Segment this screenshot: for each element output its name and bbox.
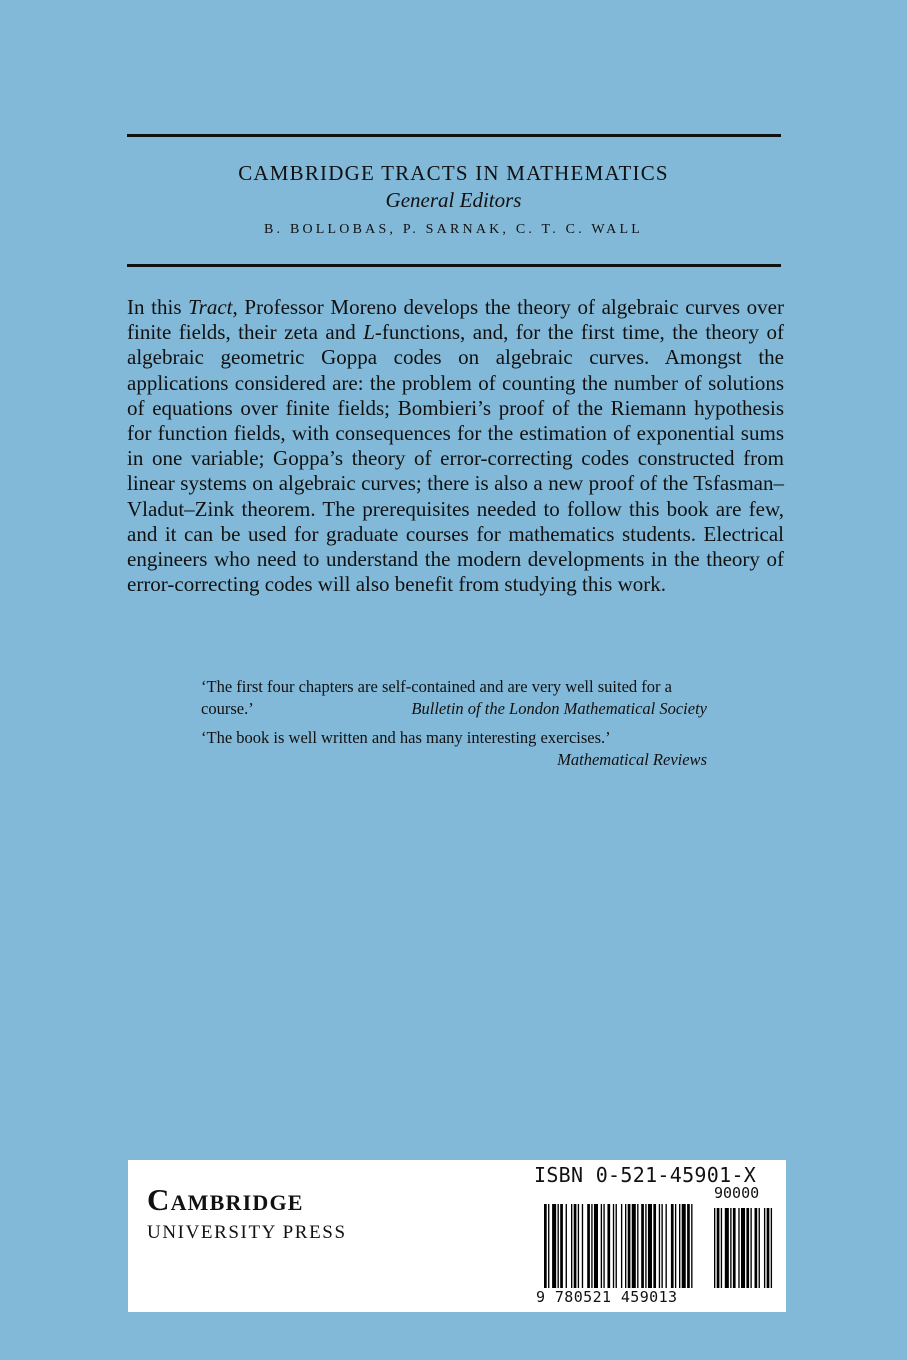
barcode-bar	[566, 1204, 567, 1288]
barcode-bar	[591, 1204, 592, 1288]
barcode-addon-bar	[741, 1208, 745, 1288]
barcode-bar	[548, 1204, 549, 1288]
barcode-bar	[601, 1204, 602, 1288]
barcode-bar	[691, 1204, 692, 1288]
series-subtitle: General Editors	[385, 188, 522, 212]
publisher-box	[128, 1160, 786, 1312]
barcode-addon-bar	[714, 1208, 715, 1288]
barcode-bar	[671, 1204, 674, 1288]
barcode-bar	[645, 1204, 646, 1288]
barcode-bar	[544, 1204, 547, 1288]
barcode-bar	[637, 1204, 638, 1288]
review-source: Mathematical Reviews	[557, 750, 707, 769]
barcode-bar	[641, 1204, 644, 1288]
book-description	[127, 295, 784, 597]
blurb-text-2: , Professor Moreno develops the theory of algebraic curves over finite fields, their zeta and	[127, 295, 784, 345]
barcode-bar	[574, 1204, 577, 1288]
series-title: CAMBRIDGE TRACTS IN MATHEMATICS	[238, 161, 669, 185]
barcode-bar	[625, 1204, 626, 1288]
publisher-subname: UNIVERSITY PRESS	[147, 1222, 347, 1243]
barcode-bar	[582, 1204, 583, 1288]
barcode-addon-bar	[759, 1208, 760, 1288]
blurb-text-1: In this	[127, 295, 189, 319]
barcode-graphic	[544, 1204, 782, 1290]
barcode-bar	[666, 1204, 667, 1288]
barcode-bar	[621, 1204, 622, 1288]
barcode-bar	[594, 1204, 598, 1288]
blurb-tract-word: Tract	[188, 295, 233, 319]
barcode-bar	[613, 1204, 614, 1288]
series-editors: B. BOLLOBAS, P. SARNAK, C. T. C. WALL	[264, 222, 643, 237]
barcode-bar	[653, 1204, 656, 1288]
barcode-bar	[659, 1204, 660, 1288]
top-rule	[127, 134, 781, 137]
barcode-bar	[558, 1204, 559, 1288]
barcode-bar	[560, 1204, 563, 1288]
barcode-addon-bar	[721, 1208, 722, 1288]
barcode-bar	[679, 1204, 680, 1288]
barcode-bar	[675, 1204, 676, 1288]
isbn-text: ISBN 0-521-45901-X	[534, 1163, 757, 1187]
barcode-bar	[628, 1204, 631, 1288]
barcode-addon-bar	[764, 1208, 765, 1288]
barcode-bar	[648, 1204, 652, 1288]
barcode-area	[534, 1160, 786, 1312]
blurb-l-letter: L	[363, 320, 375, 345]
barcode-addon-bar	[771, 1208, 772, 1288]
barcode-bar	[578, 1204, 579, 1288]
barcode-bar	[607, 1204, 610, 1288]
barcode-addon-bar	[767, 1208, 770, 1288]
review-source: Bulletin of the London Mathematical Society	[411, 699, 707, 718]
barcode-addon-bar	[730, 1208, 731, 1288]
barcode-addon-bar	[738, 1208, 739, 1288]
review-quote-text: ‘The book is well written and has many interesting exercises.’	[201, 728, 611, 747]
barcode-bar	[682, 1204, 686, 1288]
blurb-text-3: -functions, and, for the first time, the theory of algebraic geometric Goppa codes on algebraic curves. Amongst the applications considered are: the problem of counting the number of solutions of equations over finite fields; Bombieri’s proof of the Riemann hypothesis for function fields, with consequences for the estimation of exponential sums in one variable; Goppa’s theory of error-correcting codes constructed from linear systems on algebraic curves; there is also a new proof of the Tsfasman–Vladut–Zink theorem. The prerequisites needed to follow this book are few, and it can be used for graduate courses for mathematics students. Electrical engineers who need to understand the modern developments in the theory of error-correcting codes will also benefit from studying this work.	[127, 320, 784, 597]
review-quote-2	[201, 727, 713, 771]
barcode-bar	[552, 1204, 556, 1288]
barcode-bar	[616, 1204, 617, 1288]
bottom-rule	[127, 264, 781, 267]
barcode-bar	[632, 1204, 636, 1288]
barcode-bar	[603, 1204, 604, 1288]
barcode-bar	[687, 1204, 690, 1288]
barcode-addon-bar	[725, 1208, 729, 1288]
barcode-addon-bar	[750, 1208, 751, 1288]
price-code: 90000	[714, 1184, 760, 1202]
barcode-addon-bar	[717, 1208, 720, 1288]
ean-text: 9 780521 459013	[536, 1288, 678, 1306]
barcode-addon-bar	[746, 1208, 749, 1288]
barcode-bar	[587, 1204, 590, 1288]
barcode-addon-bar	[733, 1208, 736, 1288]
barcode-bar	[661, 1204, 662, 1288]
review-quote-text: ‘The first four chapters are self-contained and are very well suited for a course.’	[201, 677, 672, 718]
barcode-addon-bar	[755, 1208, 758, 1288]
publisher-name: Cambridge	[147, 1182, 304, 1217]
review-quote-1	[201, 676, 713, 720]
barcode-bar	[571, 1204, 572, 1288]
